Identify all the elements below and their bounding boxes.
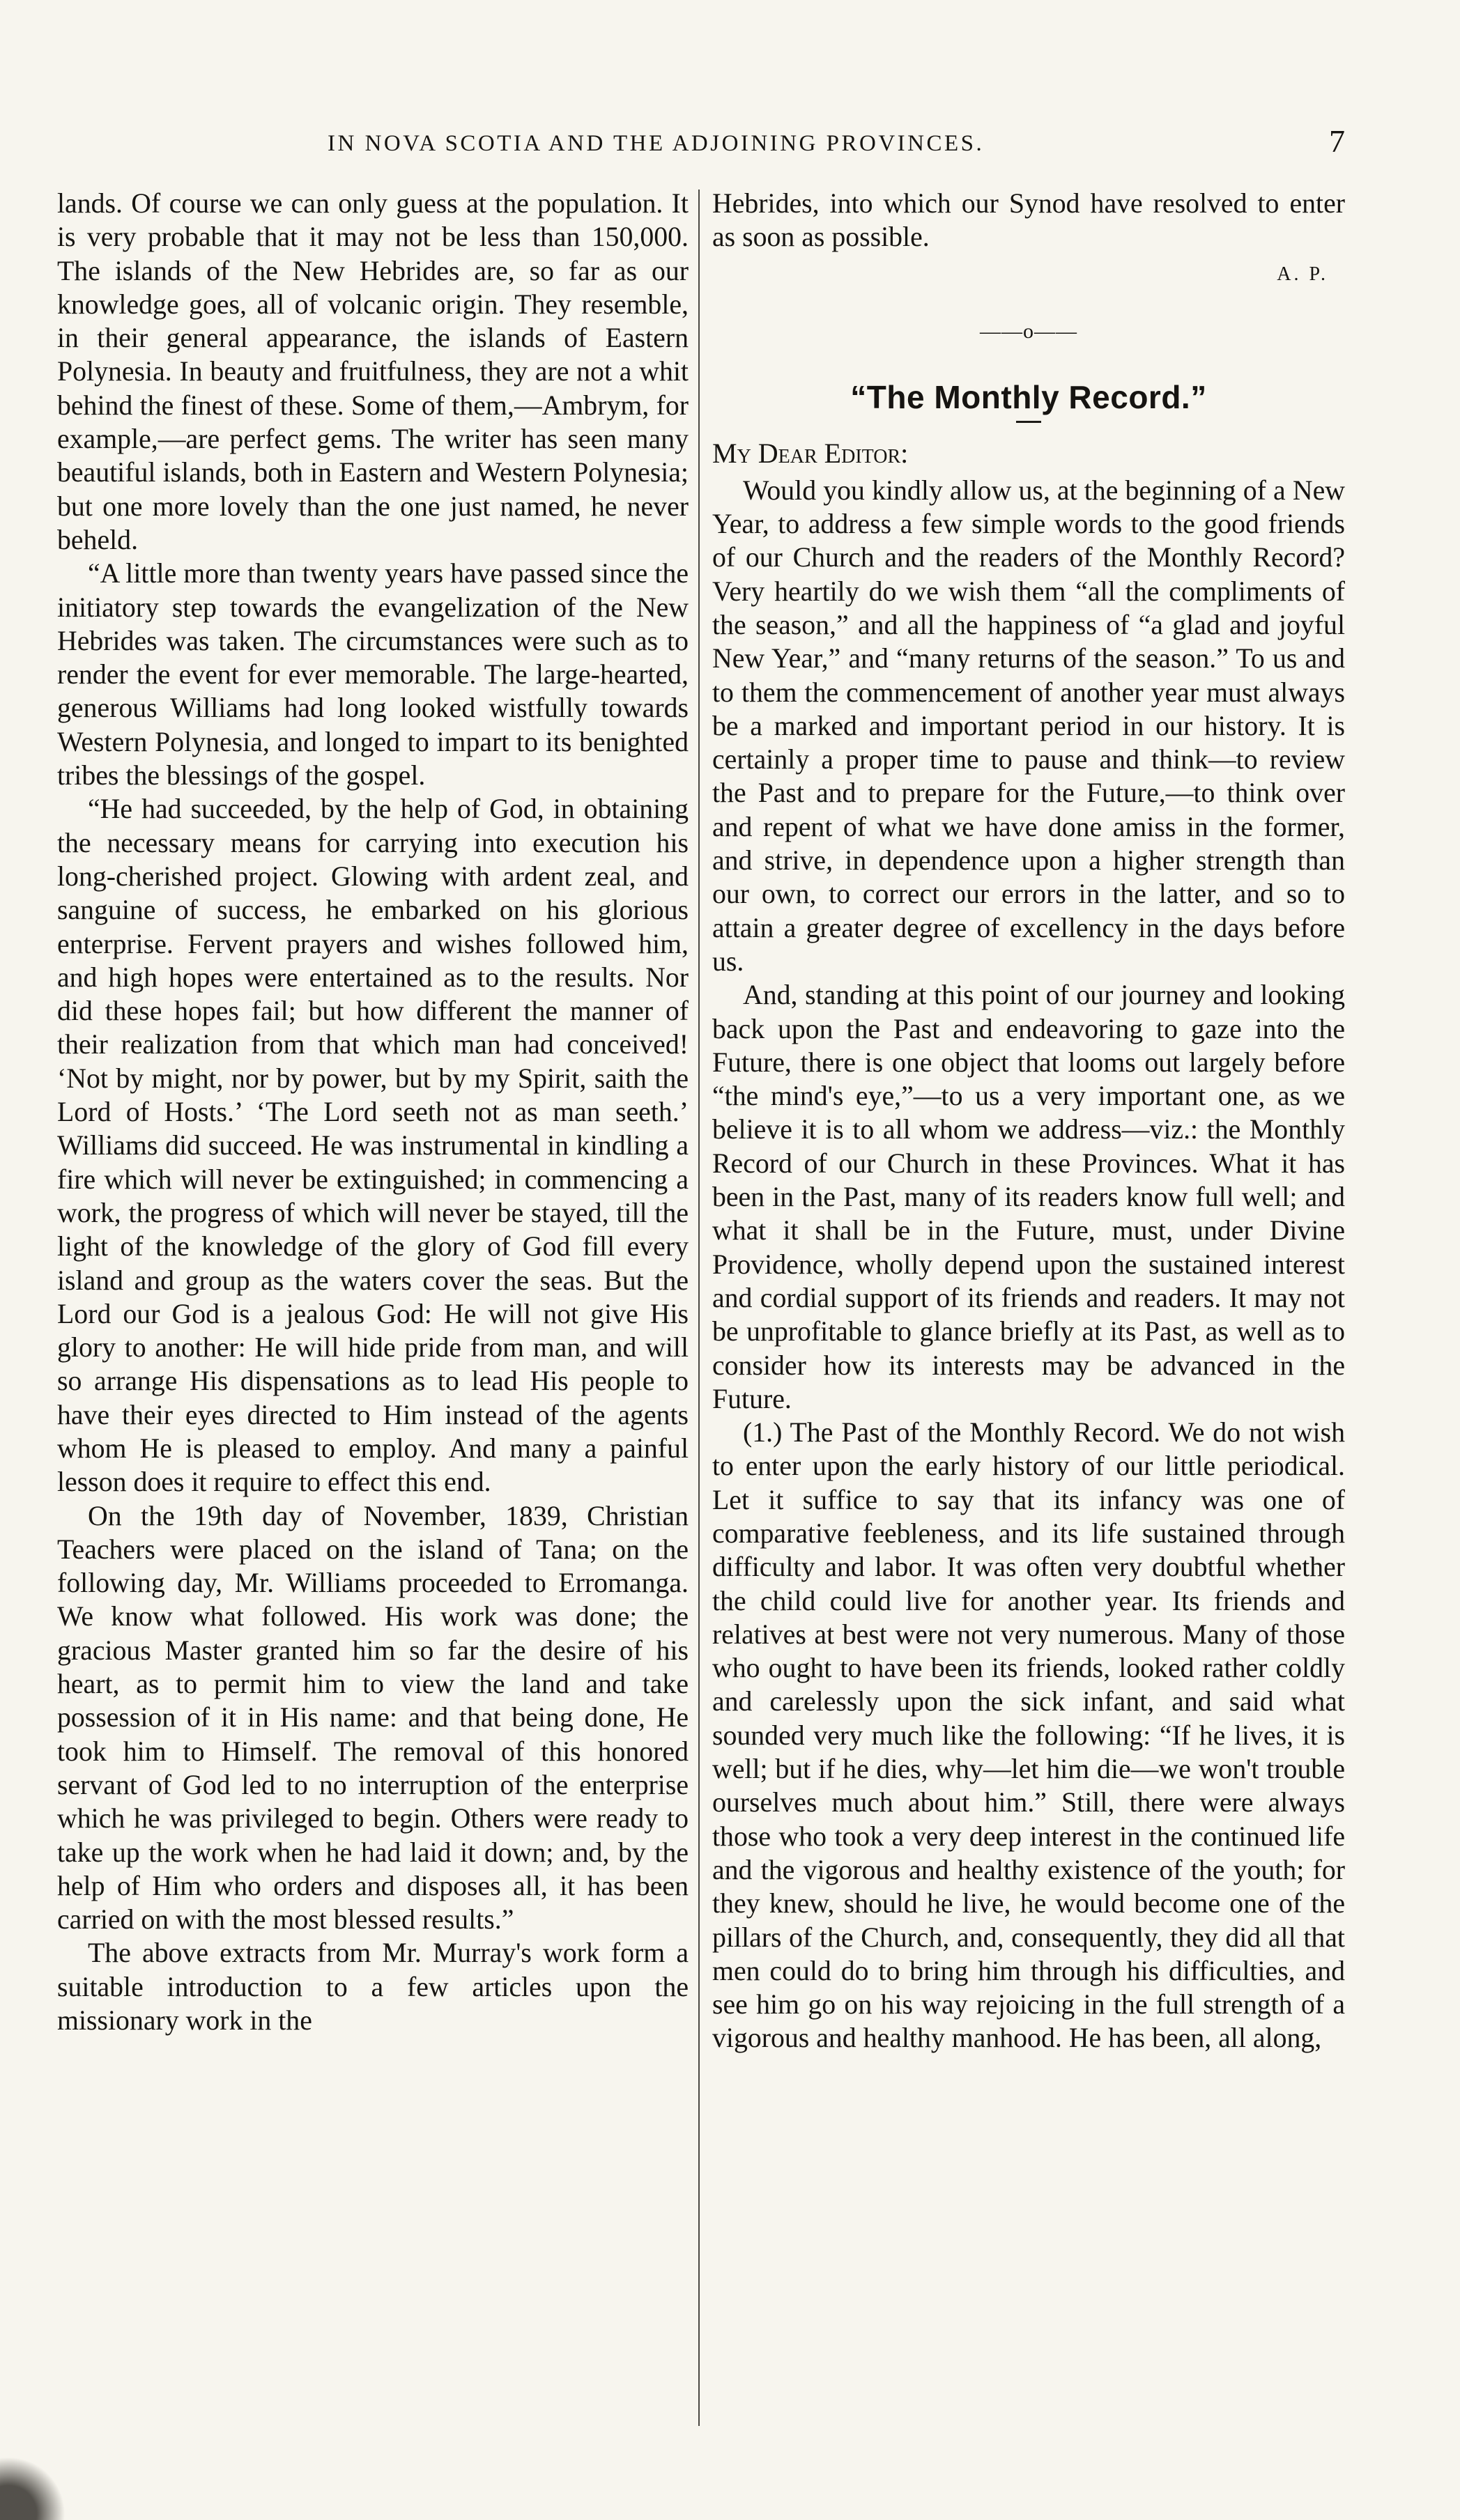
signature: A. P. [1277, 263, 1328, 285]
salutation: My Dear Editor: [712, 438, 909, 470]
right-paragraph-1: Would you kindly allow us, at the beginning of a New Year, to address a few simple words to the good friends of our Church and the readers of the Monthly Record? Very heartily do we wish them “all the compliments of the season,” and all the happiness of “a glad and joyful New Year,” and “many returns of the season.” To us and to them the commencement of another year must always be a marked and important period in our history. It is certainly a proper time to pause and think—to review the Past and to prepare for the Future,—to think over and repent of what we have done amiss in the former, and strive, in dependence upon a higher strength than our own, to correct our errors in the latter, and so to attain a greater degree of excellency in the days before us. [712, 474, 1345, 977]
left-column [57, 187, 689, 2458]
continuation-block [712, 187, 1345, 254]
left-paragraph-2: “A little more than twenty years have passed since the initiatory step towards the evangelization of the New Hebrides was taken. The circumstances were such as to render the event for ever memorable. The large-hearted, generous Williams had long looked wistfully towards Western Polynesia, and longed to impart to its benighted tribes the blessings of the gospel. [57, 558, 689, 791]
article-title: “The Monthly Record.” [850, 379, 1207, 416]
left-paragraph-3: “He had succeeded, by the help of God, in obtaining the necessary means for carrying into execution his long-cherished project. Glowing with ardent zeal, and sanguine of success, he embarked on his glorious enterprise. Fervent prayers and wishes followed him, and high hopes were entertained as to the results. Nor did these hopes fail; but how different the manner of their realization from that which man had conceived! ‘Not by might, nor by power, but by my Spirit, saith the Lord of Hosts.’ ‘The Lord seeth not as man seeth.’ Williams did succeed. He was instrumental in kindling a fire which will never be extinguished; in commencing a work, the progress of which will never be stayed, till the light of the knowledge of the glory of God fill every island and group as the waters cover the seas. But the Lord our God is a jealous God: He will not give His glory to another: He will hide pride from man, and will so arrange His dispensations as to lead His people to have their eyes directed to Him instead of the agents whom He is pleased to employ. And many a painful lesson does it require to effect this end. [57, 794, 689, 1498]
left-paragraph-4: On the 19th day of November, 1839, Christian Teachers were placed on the island of Tana; on the following day, Mr. Williams proceeded to Erromanga. We know what followed. His work was done; the gracious Master granted him so far the desire of his heart, as to permit him to view the land and take possession of it in His name: and that being done, He took him to Himself. The removal of this honored servant of God led to no interruption of the enterprise which he was privileged to begin. Others were ready to take up the work when he had laid it down; and, by the help of Him who orders and disposes all, it has been carried on with the most blessed results.” [57, 1500, 689, 1935]
right-paragraph-3: (1.) The Past of the Monthly Record. We do not wish to enter upon the early history of our little periodical. Let it suffice to say that its infancy was one of comparative feebleness, and its life sustained through difficulty and labor. It was often very doubtful whether the child could live for another year. Its friends and relatives at best were not very numerous. Many of those who ought to have been its friends, looked rather coldly and carelessly upon the sick infant, and said what sounded very much like the following: “If he lives, it is well; but if he dies, why—let him die—we won't trouble ourselves much about him.” Still, there were always those who took a very deep interest in the continued life and the vigorous and healthy existence of the youth; for they knew, should he live, he would become one of the pillars of the Church, and, consequently, they did all that men could do to bring him through his difficulties, and see him go on his way rejoicing in the full strength of a vigorous and healthy manhood. He has been, all along, [712, 1417, 1345, 2054]
section-divider: ——o—— [980, 319, 1077, 343]
running-title: IN NOVA SCOTIA AND THE ADJOINING PROVINCES. [328, 131, 985, 156]
left-paragraph-1: lands. Of course we can only guess at the population. It is very probable that it may not be less than 150,000. The islands of the New Hebrides are, so far as our knowledge goes, all of volcanic origin. They resemble, in their general appearance, the islands of Eastern Polynesia. In beauty and fruitfulness, they are not a whit behind the finest of these. Some of them,—Ambrym, for example,—are perfect gems. The writer has seen many beautiful islands, both in Eastern and Western Polynesia; but one more lovely than the one just named, he never beheld. [57, 188, 689, 555]
right-paragraph-2: And, standing at this point of our journey and looking back upon the Past and endeavoring to gaze into the Future, there is one object that looms out largely before “the mind's eye,”—to us a very important one, as we believe it is to all whom we address—viz.: the Monthly Record of our Church in these Provinces. What it has been in the Past, many of its readers know full well; and what it shall be in the Future, must, under Divine Providence, wholly depend upon the sustained interest and cordial support of its friends and readers. It may not be unprofitable to glance briefly at its Past, as well as to consider how its interests may be advanced in the Future. [712, 980, 1345, 1414]
page-number: 7 [1329, 123, 1345, 159]
signature-line [712, 254, 1345, 291]
scan-artifact [0, 2457, 84, 2520]
right-column [712, 187, 1345, 2486]
left-paragraph-5: The above extracts from Mr. Murray's work form a suitable introduction to a few articles upon the missionary work in the [57, 1938, 689, 2036]
column-divider-rule [698, 190, 700, 2426]
running-head [230, 123, 1373, 169]
continuation-text: Hebrides, into which our Synod have resolved to enter as soon as possible. [712, 188, 1345, 253]
title-underline [1016, 421, 1041, 423]
